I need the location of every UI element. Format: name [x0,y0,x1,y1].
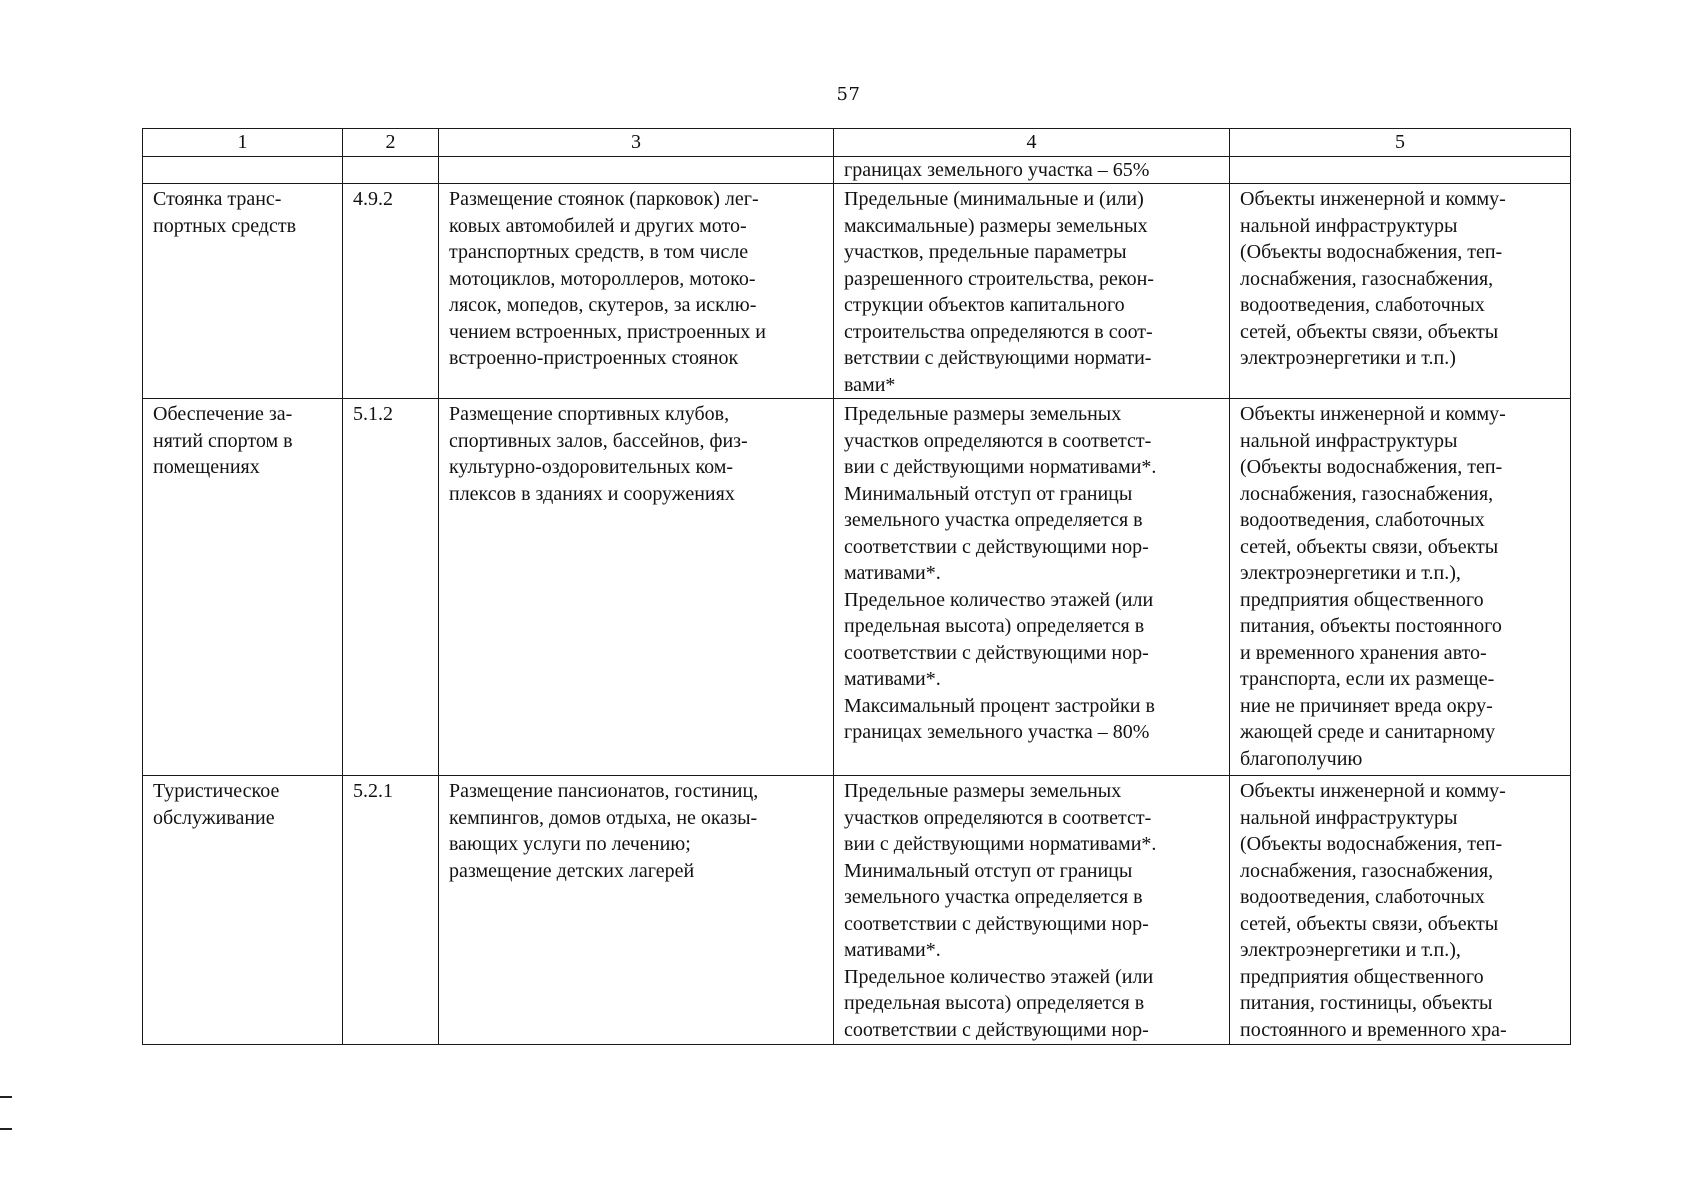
header-col-5: 5 [1230,129,1571,157]
parameters-cell: Предельные (минимальные и (или) максимальные) размеры земельных участков, предельные параметры разрешенного строительства, рекон- струкции объектов капитального строительства определяются в соот- ветствии с действующими нормати- вами* [834,184,1230,399]
use-code-cell: 5.2.1 [343,776,439,1045]
use-name-cell: Стоянка транс- портных средств [143,184,343,399]
auxiliary-uses-cell: Объекты инженерной и комму- нальной инфраструктуры (Объекты водоснабжения, теп- лоснабжения, газоснабжения, водоотведения, слаботочных сетей, объекты связи, объекты электроэнергетики и т.п.), предприятия общественного питания, объекты постоянного и временного хранения авто- транспорта, если их размеще- ние не причиняет вреда окру- жающей среде и санитарному благополучию [1230,399,1571,776]
auxiliary-uses-cell: Объекты инженерной и комму- нальной инфраструктуры (Объекты водоснабжения, теп- лоснабжения, газоснабжения, водоотведения, слаботочных сетей, объекты связи, объекты электроэнергетики и т.п.) [1230,184,1571,399]
cont-cell-5 [1230,157,1571,184]
cont-cell-4: границах земельного участка – 65% [834,157,1230,184]
table-row [143,399,1571,776]
use-code-cell: 5.1.2 [343,399,439,776]
parameters-cell: Предельные размеры земельных участков определяются в соответст- вии с действующими нормативами*. Минимальный отступ от границы земельного участка определяется в соответствии с действующими нор- мативами*. Предельное количество этажей (или предельная высота) определяется в соответствии с действующими нор- [834,776,1230,1045]
table-row [143,776,1571,1045]
page-number: 57 [836,84,861,105]
margin-mark-upper [0,1096,12,1098]
cont-cell-3 [439,157,834,184]
margin-mark-lower [0,1128,12,1130]
cont-cell-2 [343,157,439,184]
header-col-1: 1 [143,129,343,157]
header-col-4: 4 [834,129,1230,157]
header-col-3: 3 [439,129,834,157]
continuation-row [143,157,1571,184]
land-use-table [142,128,1571,1045]
header-col-2: 2 [343,129,439,157]
use-description-cell: Размещение спортивных клубов, спортивных залов, бассейнов, физ- культурно-оздоровительных ком- плексов в зданиях и сооружениях [439,399,834,776]
header-row [143,129,1571,157]
cont-cell-1 [143,157,343,184]
parameters-cell: Предельные размеры земельных участков определяются в соответст- вии с действующими нормативами*. Минимальный отступ от границы земельного участка определяется в соответствии с действующими нор- мативами*. Предельное количество этажей (или предельная высота) определяется в соответствии с действующими нор- мативами*. Максимальный процент застройки в границах земельного участка – 80% [834,399,1230,776]
use-description-cell: Размещение стоянок (парковок) лег- ковых автомобилей и других мото- транспортных средств, в том числе мотоциклов, мотороллеров, мотоко- лясок, мопедов, скутеров, за исклю- чением встроенных, пристроенных и встроенно-пристроенных стоянок [439,184,834,399]
auxiliary-uses-cell: Объекты инженерной и комму- нальной инфраструктуры (Объекты водоснабжения, теп- лоснабжения, газоснабжения, водоотведения, слаботочных сетей, объекты связи, объекты электроэнергетики и т.п.), предприятия общественного питания, гостиницы, объекты постоянного и временного хра- [1230,776,1571,1045]
use-code-cell: 4.9.2 [343,184,439,399]
use-name-cell: Обеспечение за- нятий спортом в помещениях [143,399,343,776]
use-name-cell: Туристическое обслуживание [143,776,343,1045]
table-row [143,184,1571,399]
use-description-cell: Размещение пансионатов, гостиниц, кемпингов, домов отдыха, не оказы- вающих услуги по лечению; размещение детских лагерей [439,776,834,1045]
